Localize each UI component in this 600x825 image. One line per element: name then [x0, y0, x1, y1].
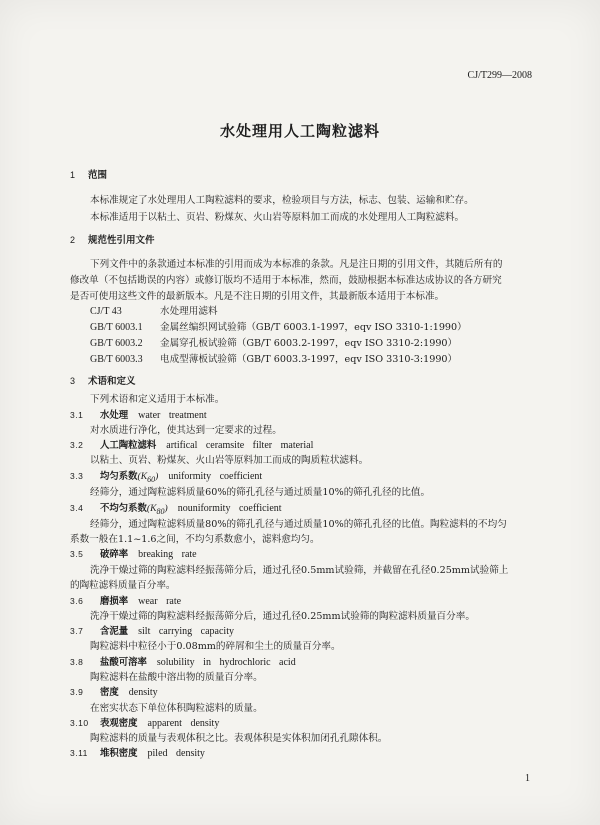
term-en: water treatment [138, 410, 207, 421]
term-en: apparent density [147, 718, 220, 729]
term-heading [70, 546, 197, 560]
term-symbol: $(K_{80})$ [146, 503, 168, 516]
section-number: 1 [70, 170, 76, 180]
term-cn: 盐酸可溶率 [100, 657, 147, 668]
term-en: piled density [147, 748, 205, 759]
section-title: 术语和定义 [88, 376, 136, 387]
paragraph: 本标准规定了水处理用人工陶粒滤料的要求，检验项目与方法，标志、包装、运输和贮存。 [90, 195, 474, 206]
term-heading [70, 468, 262, 484]
reference-desc: 金属丝编织网试验筛（GB/T 6003.1-1997，eqv ISO 3310-1:1990） [160, 322, 467, 333]
term-number: 3.5 [70, 549, 84, 559]
term-definition: 洗净干燥过筛的陶粒滤料经振荡筛分后，通过孔径0.25mm试验筛的陶粒滤料质量百分率。 [90, 611, 475, 622]
term-definition: 在密实状态下单位体积陶粒滤料的质量。 [90, 703, 263, 714]
term-number: 3.8 [70, 657, 84, 667]
section-1-heading [70, 167, 107, 181]
reference-desc: 电成型薄板试验筛（GB/T 6003.3-1997，eqv ISO 3310-3:1990） [160, 354, 458, 365]
reference-desc: 金属穿孔板试验筛（GB/T 6003.2-1997，eqv ISO 3310-2:1990） [160, 338, 458, 349]
page-number: 1 [525, 773, 530, 784]
term-number: 3.6 [70, 596, 84, 606]
term-heading [70, 593, 181, 607]
section-title: 范围 [88, 170, 108, 181]
paragraph: 修改单（不包括勘误的内容）或修订版均不适用于本标准，然而，鼓励根据本标准达成协议的各方研究 [70, 275, 502, 286]
section-2-heading [70, 232, 155, 246]
term-en: solubility in hydrochloric acid [156, 657, 296, 668]
section-3-heading [70, 373, 136, 387]
term-heading [70, 684, 158, 698]
paragraph: 本标准适用于以粘土、页岩、粉煤灰、火山岩等原料加工而成的水处理用人工陶粒滤料。 [90, 212, 465, 223]
term-definition: 陶粒滤料在盐酸中溶出物的质量百分率。 [90, 672, 263, 683]
term-definition: 对水质进行净化，使其达到一定要求的过程。 [90, 425, 282, 436]
reference-code: GB/T 6003.2 [90, 338, 143, 349]
paragraph: 是否可使用这些文件的最新版本。凡是不注日期的引用文件，其最新版本适用于本标准。 [70, 291, 445, 302]
reference-desc: 水处理用滤料 [160, 306, 218, 317]
term-definition: 经筛分，通过陶粒滤料质量60%的筛孔孔径与通过质量10%的筛孔孔径的比值。 [90, 487, 431, 498]
term-number: 3.2 [70, 440, 84, 450]
term-en: density [128, 687, 158, 698]
term-cn: 磨损率 [100, 596, 129, 607]
reference-item [90, 351, 457, 365]
reference-code: GB/T 6003.1 [90, 322, 143, 333]
term-cn: 均匀系数 [100, 471, 138, 482]
term-cn: 密度 [100, 687, 119, 698]
term-en: wear rate [138, 596, 182, 607]
term-heading [70, 745, 205, 759]
term-cn: 不均匀系数 [100, 503, 147, 514]
term-number: 3.7 [70, 626, 84, 636]
term-cn: 含泥量 [100, 626, 129, 637]
reference-item [90, 319, 467, 333]
section-title: 规范性引用文件 [88, 235, 155, 246]
reference-item [90, 335, 457, 349]
term-en: nouniformity coefficient [177, 503, 282, 514]
standard-number: CJ/T299—2008 [467, 70, 532, 81]
term-en: silt carrying capacity [138, 626, 234, 637]
section-number: 2 [70, 235, 76, 245]
term-cn: 破碎率 [100, 549, 129, 560]
term-definition: 陶粒滤料中粒径小于0.08mm的碎屑和尘土的质量百分率。 [90, 641, 341, 652]
term-en: artifical ceramsite filter material [166, 440, 314, 451]
term-definition: 的陶粒滤料质量百分率。 [70, 580, 176, 591]
term-cn: 表观密度 [100, 718, 138, 729]
term-cn: 堆积密度 [100, 748, 138, 759]
term-cn: 水处理 [100, 410, 129, 421]
term-number: 3.1 [70, 410, 84, 420]
term-definition: 陶粒滤料的质量与表观体积之比。表观体积是实体积加闭孔孔隙体积。 [90, 733, 388, 744]
term-cn: 人工陶粒滤料 [100, 440, 157, 451]
term-number: 3.4 [70, 503, 84, 513]
term-number: 3.11 [70, 748, 88, 758]
term-en: uniformity coefficient [168, 471, 263, 482]
term-heading [70, 623, 234, 637]
paragraph: 下列术语和定义适用于本标准。 [90, 394, 225, 405]
term-heading [70, 715, 219, 729]
term-definition: 洗净干燥过筛的陶粒滤料经振荡筛分后，通过孔径0.5mm试验筛，并截留在孔径0.25mm试验筛上 [90, 565, 509, 576]
term-number: 3.9 [70, 687, 84, 697]
reference-item [90, 303, 218, 317]
term-number: 3.10 [70, 718, 89, 728]
reference-code: CJ/T 43 [90, 306, 122, 317]
section-number: 3 [70, 376, 76, 386]
term-number: 3.3 [70, 471, 84, 481]
term-heading [70, 407, 207, 421]
term-heading [70, 500, 282, 516]
term-definition: 系数一般在1.1~1.6之间，不均匀系数愈小，滤料愈均匀。 [70, 534, 320, 545]
paragraph: 下列文件中的条款通过本标准的引用而成为本标准的条款。凡是注日期的引用文件，其随后所有的 [90, 259, 503, 270]
term-heading [70, 437, 313, 451]
term-en: breaking rate [138, 549, 197, 560]
term-symbol: $(K_{60})$ [137, 471, 159, 484]
term-definition: 经筛分，通过陶粒滤料质量80%的筛孔孔径与通过质量10%的筛孔孔径的比值。陶粒滤料的不均匀 [90, 519, 507, 530]
reference-code: GB/T 6003.3 [90, 354, 143, 365]
term-heading [70, 654, 296, 668]
term-definition: 以粘土、页岩、粉煤灰、火山岩等原料加工而成的陶质粒状滤料。 [90, 455, 369, 466]
document-title: 水处理用人工陶粒滤料 [219, 122, 380, 140]
